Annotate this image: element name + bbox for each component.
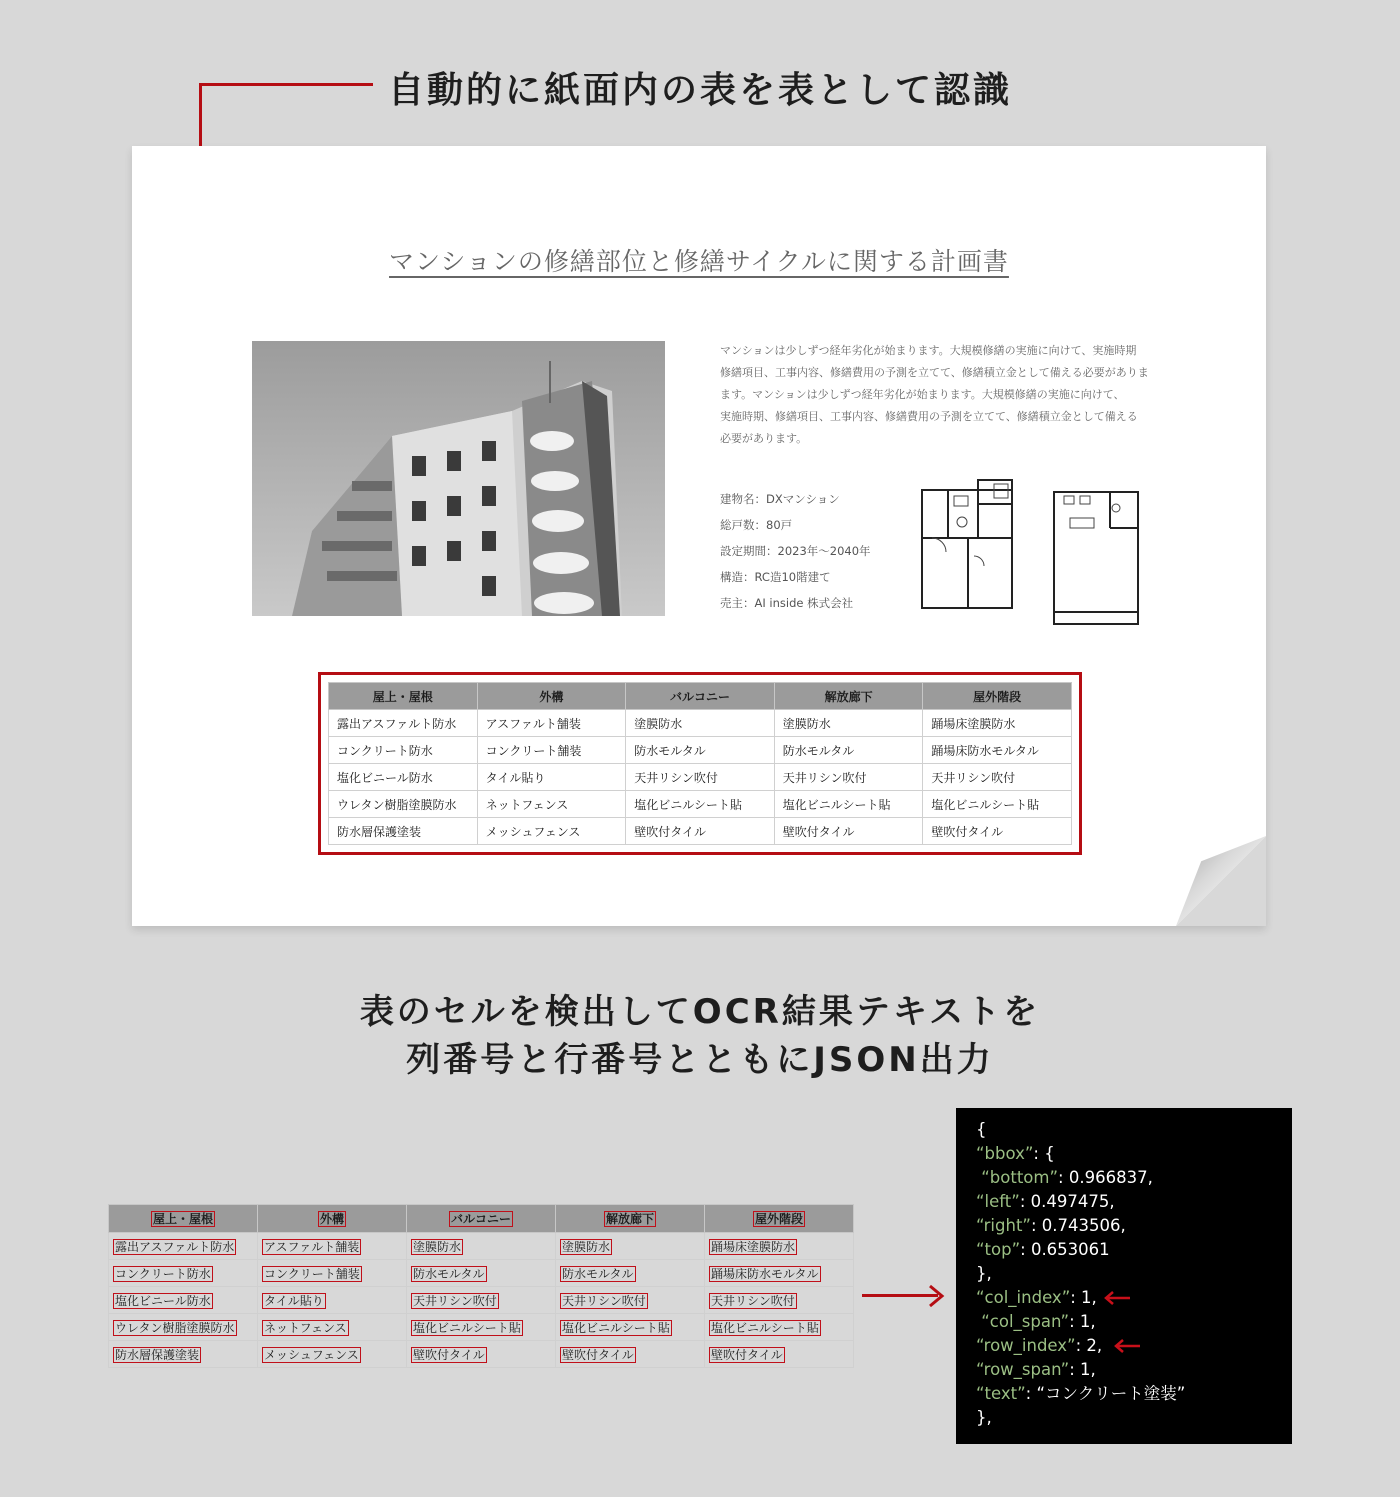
- table-cell: 塩化ビニルシート貼: [923, 791, 1072, 818]
- table-cell: [556, 1260, 705, 1287]
- cell-box: 防水モルタル: [562, 1266, 634, 1281]
- table-cell: [556, 1314, 705, 1341]
- table-cell: [109, 1287, 258, 1314]
- table-row: [109, 1260, 854, 1287]
- document-description: [720, 340, 1150, 450]
- json-line: [976, 1382, 1292, 1406]
- table-row: [329, 818, 1072, 845]
- building-photo: [252, 341, 665, 616]
- table-cell: [109, 1260, 258, 1287]
- document-page: [132, 146, 1266, 926]
- json-line: [976, 1166, 1292, 1190]
- cell-box: 天井リシン吹付: [711, 1293, 795, 1308]
- json-value: : 0.743506,: [1030, 1216, 1126, 1235]
- cell-box: 壁吹付タイル: [562, 1347, 634, 1362]
- heading-top: 自動的に紙面内の表を表として認識: [387, 70, 1012, 111]
- table-cell: [109, 1341, 258, 1368]
- table-cell: [556, 1287, 705, 1314]
- cell-box: 防水層保護塗装: [115, 1347, 200, 1362]
- arrow-left-icon: [1102, 1291, 1130, 1305]
- cell-box: バルコニー: [450, 1212, 511, 1226]
- json-line: [976, 1142, 1292, 1166]
- json-value: : 0.966837,: [1058, 1168, 1153, 1187]
- arrow-right-icon: [926, 1284, 946, 1308]
- cell-box: 塗膜防水: [413, 1239, 462, 1254]
- table-row: [329, 791, 1072, 818]
- table-header-cell: [705, 1205, 854, 1233]
- table-cell: タイル貼り: [477, 764, 626, 791]
- table-cell: 天井リシン吹付: [774, 764, 923, 791]
- detected-cells-table: [108, 1204, 854, 1368]
- json-line: [976, 1214, 1292, 1238]
- table-header-row: [329, 683, 1072, 710]
- json-value: : 0.497475,: [1019, 1192, 1115, 1211]
- json-key: “row_index”: [976, 1336, 1076, 1355]
- table-row: [329, 737, 1072, 764]
- cell-box: 塩化ビニルシート貼: [711, 1320, 819, 1335]
- table-cell: コンクリート防水: [329, 737, 478, 764]
- table-header-cell: 屋上・屋根: [329, 683, 478, 710]
- cell-box: 踊場床防水モルタル: [711, 1266, 819, 1281]
- json-key: “right”: [976, 1216, 1031, 1235]
- table-header-cell: 解放廊下: [774, 683, 923, 710]
- json-line: },: [976, 1264, 992, 1283]
- cell-box: 塩化ビニルシート貼: [413, 1320, 521, 1335]
- table-cell: ネットフェンス: [477, 791, 626, 818]
- info-seller: 売主：AI inside 株式会社: [720, 596, 854, 610]
- json-value: : 1,: [1069, 1360, 1096, 1379]
- cell-box: コンクリート防水: [115, 1266, 211, 1281]
- table-cell: 塗膜防水: [626, 710, 775, 737]
- table-cell: [705, 1287, 854, 1314]
- table-cell: アスファルト舗装: [477, 710, 626, 737]
- table-cell: [705, 1233, 854, 1260]
- table-cell: 防水層保護塗装: [329, 818, 478, 845]
- table-header-cell: [556, 1205, 705, 1233]
- table-cell: [705, 1341, 854, 1368]
- json-line: [976, 1358, 1292, 1382]
- table-cell: [258, 1233, 407, 1260]
- table-cell: 踊場床防水モルタル: [923, 737, 1072, 764]
- cell-box: 壁吹付タイル: [413, 1347, 485, 1362]
- json-key: “bottom”: [981, 1168, 1059, 1187]
- cell-box: 屋上・屋根: [152, 1212, 213, 1226]
- flow-line-horizontal-top: [199, 83, 373, 86]
- cell-box: 防水モルタル: [413, 1266, 485, 1281]
- floor-plan-1: [918, 476, 1018, 614]
- cell-box: 壁吹付タイル: [711, 1347, 783, 1362]
- json-key: “top”: [976, 1240, 1021, 1259]
- table-cell: 防水モルタル: [626, 737, 775, 764]
- info-period: 設定期間：2023年～2040年: [720, 544, 871, 558]
- json-line: {: [976, 1120, 987, 1139]
- table-row: [109, 1341, 854, 1368]
- table-row: [109, 1287, 854, 1314]
- info-total-units: 総戸数：80戸: [720, 518, 793, 532]
- detected-table-frame: [318, 672, 1082, 855]
- cell-box: 踊場床塗膜防水: [711, 1239, 796, 1254]
- cell-box: 天井リシン吹付: [562, 1293, 646, 1308]
- cell-box: 天井リシン吹付: [413, 1293, 497, 1308]
- json-output-panel: [956, 1108, 1292, 1444]
- table-cell: 塩化ビニルシート貼: [626, 791, 775, 818]
- json-line: [976, 1334, 1292, 1358]
- table-cell: [109, 1314, 258, 1341]
- description-line: ます。マンションは少しずつ経年劣化が始まります。大規模修繕の実施に向けて、: [720, 388, 1125, 401]
- table-cell: 塩化ビニール防水: [329, 764, 478, 791]
- json-value: : “コンクリート塗装”: [1025, 1384, 1186, 1403]
- cell-box: 塗膜防水: [562, 1239, 611, 1254]
- table-cell: ウレタン樹脂塗膜防水: [329, 791, 478, 818]
- description-line: 実施時期、修繕項目、工事内容、修繕費用の予測を立てて、修繕積立金として備える: [720, 410, 1138, 423]
- table-cell: 踊場床塗膜防水: [923, 710, 1072, 737]
- cell-box: コンクリート舗装: [264, 1266, 360, 1281]
- table-header-cell: 外構: [477, 683, 626, 710]
- json-key: “bbox”: [976, 1144, 1034, 1163]
- table-row: [109, 1314, 854, 1341]
- json-key: “text”: [976, 1384, 1026, 1403]
- cell-box: 屋外階段: [754, 1212, 803, 1226]
- document-table: [328, 682, 1072, 845]
- table-cell: [407, 1233, 556, 1260]
- json-value: : 1,: [1069, 1312, 1096, 1331]
- json-line: [976, 1286, 1292, 1310]
- table-header-cell: バルコニー: [626, 683, 775, 710]
- table-cell: [556, 1233, 705, 1260]
- table-header-cell: [258, 1205, 407, 1233]
- table-header-cell: 屋外階段: [923, 683, 1072, 710]
- description-line: 必要があります。: [720, 432, 808, 445]
- json-value: : 2,: [1075, 1336, 1103, 1355]
- table-cell: [407, 1341, 556, 1368]
- table-cell: [705, 1314, 854, 1341]
- table-cell: 塗膜防水: [774, 710, 923, 737]
- description-line: マンションは少しずつ経年劣化が始まります。大規模修繕の実施に向けて、実施時期: [720, 344, 1137, 357]
- table-header-cell: [109, 1205, 258, 1233]
- json-line: },: [976, 1408, 992, 1427]
- table-cell: メッシュフェンス: [477, 818, 626, 845]
- table-cell: [258, 1287, 407, 1314]
- table-cell: 壁吹付タイル: [923, 818, 1072, 845]
- table-header-row: [109, 1205, 854, 1233]
- json-key: “left”: [976, 1192, 1020, 1211]
- table-cell: 露出アスファルト防水: [329, 710, 478, 737]
- cell-box: ネットフェンス: [264, 1320, 347, 1335]
- json-value: : {: [1033, 1144, 1055, 1163]
- cell-box: 解放廊下: [605, 1212, 654, 1226]
- floor-plan-2: [1050, 488, 1144, 628]
- table-cell: 防水モルタル: [774, 737, 923, 764]
- document-title: マンションの修繕部位と修繕サイクルに関する計画書: [389, 247, 1009, 276]
- cell-box: タイル貼り: [264, 1293, 324, 1308]
- cell-box: 外構: [319, 1212, 344, 1226]
- heading-middle: [200, 988, 1200, 1084]
- description-line: 修繕項目、工事内容、修繕費用の予測を立てて、修繕積立金として備える必要がありま: [720, 366, 1149, 379]
- table-header-cell: [407, 1205, 556, 1233]
- cell-box: 露出アスファルト防水: [115, 1239, 235, 1254]
- info-building-name: 建物名：DXマンション: [720, 492, 840, 506]
- table-cell: 天井リシン吹付: [626, 764, 775, 791]
- json-line: [976, 1238, 1292, 1262]
- heading-middle-line2: 列番号と行番号とともにJSON出力: [406, 1040, 994, 1080]
- json-key: “col_span”: [981, 1312, 1070, 1331]
- table-cell: 壁吹付タイル: [774, 818, 923, 845]
- json-line: [976, 1190, 1292, 1214]
- heading-middle-line1: 表のセルを検出してOCR結果テキストを: [359, 992, 1041, 1032]
- cell-box: メッシュフェンス: [264, 1347, 359, 1362]
- table-cell: [407, 1287, 556, 1314]
- table-cell: [109, 1233, 258, 1260]
- table-cell: [407, 1314, 556, 1341]
- table-cell: [705, 1260, 854, 1287]
- cell-box: アスファルト舗装: [264, 1239, 360, 1254]
- table-cell: [556, 1341, 705, 1368]
- cell-box: ウレタン樹脂塗膜防水: [115, 1320, 235, 1335]
- cell-box: 塩化ビニール防水: [115, 1293, 211, 1308]
- table-row: [329, 710, 1072, 737]
- table-cell: [258, 1260, 407, 1287]
- arrow-left-icon: [1112, 1339, 1140, 1353]
- table-row: [329, 764, 1072, 791]
- table-cell: 天井リシン吹付: [923, 764, 1072, 791]
- table-cell: 塩化ビニルシート貼: [774, 791, 923, 818]
- json-key: “col_index”: [976, 1288, 1071, 1307]
- json-key: “row_span”: [976, 1360, 1070, 1379]
- table-cell: 壁吹付タイル: [626, 818, 775, 845]
- building-info: [720, 486, 871, 616]
- cell-box: 塩化ビニルシート貼: [562, 1320, 670, 1335]
- info-structure: 構造：RC造10階建て: [720, 570, 831, 584]
- table-cell: [258, 1341, 407, 1368]
- json-value: : 0.653061: [1020, 1240, 1110, 1259]
- table-cell: コンクリート舗装: [477, 737, 626, 764]
- json-value: : 1,: [1070, 1288, 1097, 1307]
- table-cell: [407, 1260, 556, 1287]
- table-cell: [258, 1314, 407, 1341]
- table-row: [109, 1233, 854, 1260]
- json-line: [976, 1310, 1292, 1334]
